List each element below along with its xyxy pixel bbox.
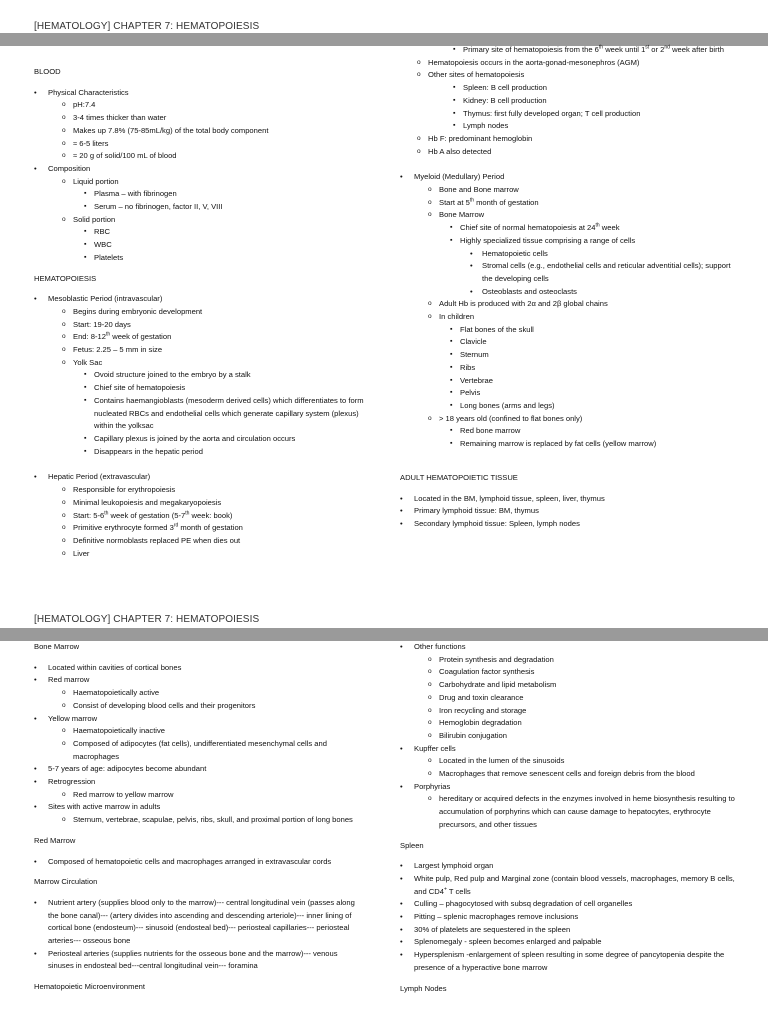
page1-right-column bbox=[400, 44, 740, 531]
sublist bbox=[62, 99, 364, 163]
sublist bbox=[62, 306, 364, 458]
sublist bbox=[428, 755, 740, 780]
list-item: • Located within cavities of cortical bones bbox=[34, 662, 364, 675]
list-item: o Begins during embryonic development bbox=[62, 306, 364, 319]
sublist bbox=[450, 222, 740, 298]
page-header: [HEMATOLOGY] CHAPTER 7: HEMATOPOIESIS bbox=[34, 614, 260, 625]
list-item bbox=[62, 331, 364, 344]
text-part: or 2 bbox=[649, 45, 665, 54]
list-item: • Nutrient artery (supplies blood only to the marrow)--- central longitudinal vein (passes along the bone canal)--- (artery divides into ascending and descending arteriole)--- inner lining of cortical bone (endosteum)--- sinusoid (endosteal bed)--- periosteal capillaries--- periosteal arteries--- osseous bone bbox=[34, 897, 364, 948]
section-title-spleen: Spleen bbox=[400, 840, 424, 850]
list-item bbox=[34, 87, 364, 163]
list-item: o Located in the lumen of the sinusoids bbox=[428, 755, 740, 768]
list-item: o Start: 19-20 days bbox=[62, 319, 364, 332]
section-title-blood: BLOOD bbox=[34, 67, 61, 76]
header-bar bbox=[0, 628, 768, 641]
item-label: Physical Characteristics bbox=[48, 87, 129, 97]
page2-right-column bbox=[400, 641, 740, 995]
list-item: ▪ WBC bbox=[84, 239, 364, 252]
liver-functions-list bbox=[400, 641, 740, 832]
text-part: week until 1 bbox=[603, 45, 646, 54]
text-part: week: book) bbox=[189, 510, 233, 520]
hematopoiesis-list bbox=[34, 293, 364, 458]
list-item bbox=[62, 522, 364, 535]
sublist bbox=[450, 324, 740, 413]
list-item: o Protein synthesis and degradation bbox=[428, 654, 740, 667]
list-item: ▪ Chief site of hematopoiesis bbox=[84, 382, 364, 395]
list-item bbox=[34, 801, 364, 826]
list-item: ▪ Contains haemangioblasts (mesoderm derived cells) which differentiates to form nucleated RBCs and endothelial cells which generate capillary system (plexus) within the yolksac bbox=[84, 395, 364, 433]
superscript: th bbox=[598, 44, 604, 51]
text-part: week bbox=[599, 223, 620, 233]
list-item: o Macrophages that remove senescent cells and foreign debris from the blood bbox=[428, 768, 740, 781]
list-item bbox=[34, 713, 364, 764]
list-item bbox=[400, 781, 740, 832]
superscript: th bbox=[595, 222, 600, 229]
list-item bbox=[400, 743, 740, 781]
superscript: + bbox=[443, 886, 447, 893]
list-item: • Hypersplenism -enlargement of spleen resulting in some degree of pancytopenia despite the presence of a hyperactive bone marrow bbox=[400, 949, 740, 974]
list-item: o Definitive normoblasts replaced PE when dies out bbox=[62, 535, 364, 548]
item-label: Retrogression bbox=[48, 777, 96, 787]
item-label: Liquid portion bbox=[73, 176, 119, 186]
page1-left-column bbox=[34, 66, 364, 560]
list-item: • Largest lymphoid organ bbox=[400, 860, 740, 873]
page-header: [HEMATOLOGY] CHAPTER 7: HEMATOPOIESIS bbox=[34, 21, 260, 32]
list-item bbox=[34, 776, 364, 801]
list-item: o Red marrow to yellow marrow bbox=[62, 789, 364, 802]
list-item bbox=[62, 510, 364, 523]
sublist bbox=[62, 176, 364, 265]
item-label: Porphyrias bbox=[414, 781, 451, 791]
list-item bbox=[428, 209, 740, 298]
item-label: Composition bbox=[48, 163, 91, 173]
list-item: ▪ Pelvis bbox=[450, 387, 740, 400]
list-item: o Drug and toxin clearance bbox=[428, 692, 740, 705]
list-item: o ≈ 20 g of solid/100 mL of blood bbox=[62, 150, 364, 163]
section-title-adult-tissue: ADULT HEMATOPOIETIC TISSUE bbox=[400, 472, 518, 482]
item-label: Sites with active marrow in adults bbox=[48, 802, 161, 812]
list-item: ▪ Lymph nodes bbox=[453, 120, 740, 133]
list-item: o Liver bbox=[62, 548, 364, 561]
list-item: • 30% of platelets are sequestered in the spleen bbox=[400, 924, 740, 937]
item-label: Yolk Sac bbox=[73, 357, 103, 367]
list-item: ▪ Sternum bbox=[450, 349, 740, 362]
sublist bbox=[84, 369, 364, 458]
list-item: • Secondary lymphoid tissue: Spleen, lymph nodes bbox=[400, 518, 740, 531]
item-label: Mesoblastic Period (intravascular) bbox=[48, 294, 163, 304]
list-item bbox=[62, 357, 364, 459]
sublist bbox=[453, 44, 740, 57]
text-part: Chief site of normal hematopoiesis at 24 bbox=[460, 223, 596, 233]
red-marrow-list bbox=[34, 856, 364, 869]
list-item: ▪ Disappears in the hepatic period bbox=[84, 446, 364, 459]
list-item: o ≈ 6-5 liters bbox=[62, 138, 364, 151]
marrow-circulation-list bbox=[34, 897, 364, 973]
item-label: In children bbox=[439, 312, 475, 322]
list-item bbox=[62, 214, 364, 265]
item-label: Hepatic Period (extravascular) bbox=[48, 472, 151, 482]
item-label: Bone Marrow bbox=[439, 210, 485, 220]
list-item: o Makes up 7.8% (75-85mL/kg) of the total body component bbox=[62, 125, 364, 138]
list-item: ▪ RBC bbox=[84, 226, 364, 239]
list-item: o Consist of developing blood cells and their progenitors bbox=[62, 700, 364, 713]
list-item: o Hemoglobin degradation bbox=[428, 717, 740, 730]
list-item bbox=[34, 674, 364, 712]
list-item: o Responsible for erythropoiesis bbox=[62, 484, 364, 497]
sublist bbox=[62, 814, 364, 827]
text-part: week of gestation (5-7 bbox=[108, 510, 186, 520]
sublist bbox=[428, 184, 740, 451]
list-item bbox=[400, 873, 740, 898]
superscript: rd bbox=[173, 522, 179, 529]
item-label: Kupffer cells bbox=[414, 743, 456, 753]
text-part: month of gestation bbox=[474, 197, 539, 207]
section-title-marrow-circulation: Marrow Circulation bbox=[34, 877, 98, 887]
list-item: • Osteoblasts and osteoclasts bbox=[470, 286, 740, 299]
list-item: o Iron recycling and storage bbox=[428, 705, 740, 718]
sublist bbox=[84, 226, 364, 264]
superscript: th bbox=[185, 509, 190, 516]
list-item bbox=[428, 197, 740, 210]
list-item: • Primary lymphoid tissue: BM, thymus bbox=[400, 505, 740, 518]
list-item: o Fetus: 2.25 – 5 mm in size bbox=[62, 344, 364, 357]
list-item: ▪ Long bones (arms and legs) bbox=[450, 400, 740, 413]
list-item bbox=[400, 171, 740, 450]
sublist bbox=[428, 654, 740, 743]
item-label: Other functions bbox=[414, 642, 466, 651]
superscript: th bbox=[104, 509, 109, 516]
text-part: Primitive erythrocyte formed 3 bbox=[73, 523, 174, 533]
superscript: th bbox=[105, 331, 111, 338]
list-item bbox=[417, 69, 740, 133]
myeloid-list bbox=[400, 171, 740, 450]
sublist bbox=[62, 687, 364, 712]
adult-tissue-list bbox=[400, 493, 740, 531]
sublist bbox=[62, 725, 364, 763]
list-item: ▪ Thymus: first fully developed organ; T cell production bbox=[453, 108, 740, 121]
list-item: o Hb F: predominant hemoglobin bbox=[417, 133, 740, 146]
list-item bbox=[428, 311, 740, 413]
list-item bbox=[34, 471, 364, 560]
hepatic-list bbox=[34, 471, 364, 560]
item-label: Other sites of hematopoiesis bbox=[428, 70, 525, 80]
list-item bbox=[34, 163, 364, 265]
list-item: ▪ Ribs bbox=[450, 362, 740, 375]
list-item: o Carbohydrate and lipid metabolism bbox=[428, 679, 740, 692]
text-part: week of gestation bbox=[110, 332, 172, 342]
list-item: • Pitting – splenic macrophages remove inclusions bbox=[400, 911, 740, 924]
section-title-lymph-nodes: Lymph Nodes bbox=[400, 983, 447, 993]
list-item: • Located in the BM, lymphoid tissue, spleen, liver, thymus bbox=[400, 493, 740, 506]
list-item: ▪ Capillary plexus is joined by the aorta and circulation occurs bbox=[84, 433, 364, 446]
page2-left-column bbox=[34, 641, 364, 994]
list-item: o Bilirubin conjugation bbox=[428, 730, 740, 743]
text-part: End: 8-12 bbox=[73, 332, 106, 342]
spleen-list bbox=[400, 860, 740, 974]
text-part: Primary site of hematopoiesis from the 6 bbox=[463, 45, 599, 54]
text-part: Start: 5-6 bbox=[73, 510, 105, 520]
list-item bbox=[400, 641, 740, 743]
sublist bbox=[450, 425, 740, 450]
item-label: Highly specialized tissue comprising a range of cells bbox=[460, 235, 636, 245]
list-item: • Splenomegaly - spleen becomes enlarged and palpable bbox=[400, 936, 740, 949]
list-item bbox=[453, 44, 740, 57]
list-item: o Haematopoietically active bbox=[62, 687, 364, 700]
text-part: Start at 5 bbox=[439, 197, 470, 207]
sublist bbox=[62, 789, 364, 802]
list-item: o Bone and Bone marrow bbox=[428, 184, 740, 197]
sublist bbox=[84, 188, 364, 213]
list-item: o Sternum, vertebrae, scapulae, pelvis, ribs, skull, and proximal portion of long bones bbox=[62, 814, 364, 827]
item-label: Yellow marrow bbox=[48, 713, 98, 723]
list-item: o Coagulation factor synthesis bbox=[428, 666, 740, 679]
item-label: > 18 years old (confined to flat bones only) bbox=[439, 413, 583, 423]
list-item: o Minimal leukopoiesis and megakaryopoiesis bbox=[62, 497, 364, 510]
list-item: ▪ Plasma – with fibrinogen bbox=[84, 188, 364, 201]
text-part: week after birth bbox=[669, 45, 724, 54]
superscript: nd bbox=[664, 44, 670, 51]
list-item: • Periosteal arteries (supplies nutrients for the osseous bone and the marrow)--- venous sinuses in endosteal bed---central longitudinal vein--- foramina bbox=[34, 948, 364, 973]
superscript: th bbox=[469, 197, 474, 204]
list-item: ▪ Remaining marrow is replaced by fat cells (yellow marrow) bbox=[450, 438, 740, 451]
list-item: ▪ Vertebrae bbox=[450, 375, 740, 388]
list-item: ▪ Platelets bbox=[84, 252, 364, 265]
list-item bbox=[450, 222, 740, 235]
list-item: ▪ Serum – no fibrinogen, factor II, V, VIII bbox=[84, 201, 364, 214]
sublist bbox=[470, 248, 740, 299]
list-item bbox=[428, 413, 740, 451]
section-title-microenvironment: Hematopoietic Microenvironment bbox=[34, 982, 145, 992]
sublist bbox=[428, 793, 740, 831]
list-item: • Composed of hematopoietic cells and macrophages arranged in extravascular cords bbox=[34, 856, 364, 869]
text-part: T cells bbox=[446, 886, 471, 896]
item-label: Red marrow bbox=[48, 675, 90, 685]
section-title-red-marrow: Red Marrow bbox=[34, 835, 76, 845]
item-label: Solid portion bbox=[73, 214, 116, 224]
text-part: month of gestation bbox=[178, 523, 243, 533]
item-label: Myeloid (Medullary) Period bbox=[414, 172, 505, 182]
list-item bbox=[34, 293, 364, 458]
list-item: ▪ Ovoid structure joined to the embryo by a stalk bbox=[84, 369, 364, 382]
list-item: o Adult Hb is produced with 2α and 2β global chains bbox=[428, 298, 740, 311]
bone-marrow-list bbox=[34, 662, 364, 827]
list-item: o 3-4 times thicker than water bbox=[62, 112, 364, 125]
list-item: o hereditary or acquired defects in the enzymes involved in heme biosynthesis resulting to accumulation of porphyrins which can cause damage to hepatocytes, erythrocyte precursors, and other tissues bbox=[428, 793, 740, 831]
list-item: • 5-7 years of age: adipocytes become abundant bbox=[34, 763, 364, 776]
list-item: o Hb A also detected bbox=[417, 146, 740, 159]
list-item: ▪ Spleen: B cell production bbox=[453, 82, 740, 95]
list-item bbox=[450, 235, 740, 299]
sublist bbox=[62, 484, 364, 560]
list-item: o Haematopoietically inactive bbox=[62, 725, 364, 738]
list-item: ▪ Flat bones of the skull bbox=[450, 324, 740, 337]
list-item: • Culling – phagocytosed with subsq degradation of cell organelles bbox=[400, 898, 740, 911]
list-item: o Composed of adipocytes (fat cells), undifferentiated mesenchymal cells and macrophages bbox=[62, 738, 364, 763]
list-item: o Hematopoiesis occurs in the aorta-gonad-mesonephros (AGM) bbox=[417, 57, 740, 70]
section-title-bone-marrow: Bone Marrow bbox=[34, 642, 80, 651]
list-item bbox=[62, 176, 364, 214]
section-title-hematopoiesis: HEMATOPOIESIS bbox=[34, 273, 97, 283]
list-item: ▪ Clavicle bbox=[450, 336, 740, 349]
list-item: ▪ Kidney: B cell production bbox=[453, 95, 740, 108]
superscript: st bbox=[645, 44, 650, 51]
sublist bbox=[453, 82, 740, 133]
list-item: o pH:7.4 bbox=[62, 99, 364, 112]
sublist bbox=[417, 57, 740, 159]
document-page-2 bbox=[0, 590, 768, 1024]
text-part: White pulp, Red pulp and Marginal zone (contain blood vessels, macrophages, memory B cells, and CD4 bbox=[414, 873, 735, 896]
blood-list bbox=[34, 87, 364, 265]
list-item: • Hematopoietic cells bbox=[470, 248, 740, 261]
list-item: • Stromal cells (e.g., endothelial cells and reticular adventitial cells); support the developing cells bbox=[470, 260, 740, 285]
list-item: ▪ Red bone marrow bbox=[450, 425, 740, 438]
